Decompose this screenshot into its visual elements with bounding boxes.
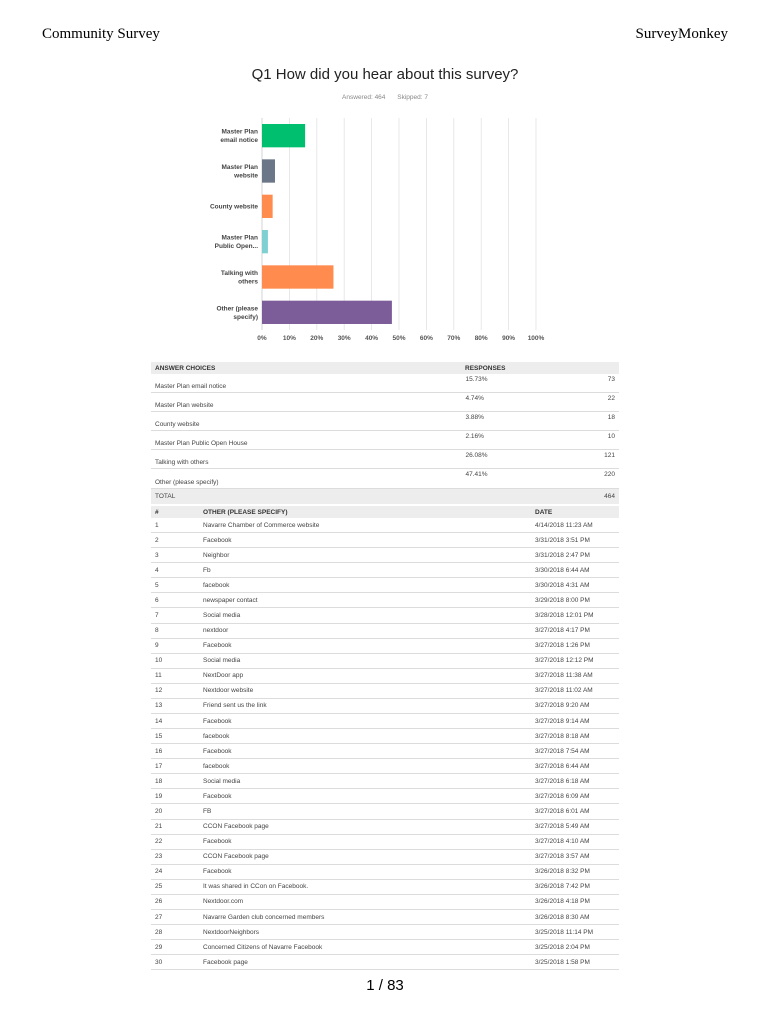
other-response-row — [151, 668, 619, 683]
answer-choices-header: ANSWER CHOICES — [151, 362, 461, 374]
answer-choice-label: Master Plan website — [151, 393, 461, 412]
response-date: 3/27/2018 4:17 PM — [531, 623, 619, 638]
x-tick-label: 30% — [337, 335, 351, 342]
row-number: 30 — [151, 955, 199, 970]
other-response-row — [151, 623, 619, 638]
answer-choice-label: Master Plan email notice — [151, 374, 461, 393]
response-text: Facebook — [199, 744, 531, 759]
other-response-row — [151, 593, 619, 608]
row-number: 26 — [151, 894, 199, 909]
answer-count: 10 — [545, 431, 619, 450]
response-text: Social media — [199, 608, 531, 623]
category-label: specify) — [233, 313, 258, 321]
other-response-row — [151, 910, 619, 925]
response-text: NextdoorNeighbors — [199, 925, 531, 940]
response-date: 3/27/2018 5:49 AM — [531, 819, 619, 834]
answer-percent: 4.74% — [461, 393, 545, 412]
response-date: 4/14/2018 11:23 AM — [531, 518, 619, 533]
row-number: 24 — [151, 864, 199, 879]
response-date: 3/27/2018 9:20 AM — [531, 698, 619, 713]
other-response-row — [151, 849, 619, 864]
row-number: 10 — [151, 653, 199, 668]
category-label: email notice — [220, 137, 258, 145]
response-text: Facebook — [199, 834, 531, 849]
other-response-row — [151, 698, 619, 713]
category-label: Public Open... — [214, 243, 258, 251]
row-number: 7 — [151, 608, 199, 623]
response-text: Social media — [199, 774, 531, 789]
other-response-row — [151, 894, 619, 909]
response-text: NextDoor app — [199, 668, 531, 683]
response-date: 3/26/2018 7:42 PM — [531, 879, 619, 894]
response-text: Fb — [199, 563, 531, 578]
other-response-row — [151, 940, 619, 955]
responses-header: RESPONSES — [461, 362, 545, 374]
other-response-row — [151, 578, 619, 593]
x-tick-label: 0% — [257, 335, 267, 342]
response-date: 3/30/2018 4:31 AM — [531, 578, 619, 593]
response-date: 3/27/2018 9:14 AM — [531, 714, 619, 729]
row-number: 27 — [151, 910, 199, 925]
row-number: 1 — [151, 518, 199, 533]
other-response-row — [151, 533, 619, 548]
answer-count: 73 — [545, 374, 619, 393]
other-responses-table — [151, 506, 619, 970]
response-date: 3/27/2018 6:01 AM — [531, 804, 619, 819]
other-response-row — [151, 774, 619, 789]
row-number: 20 — [151, 804, 199, 819]
other-response-row — [151, 714, 619, 729]
answer-row — [151, 469, 619, 488]
row-number: 29 — [151, 940, 199, 955]
response-text: Concerned Citizens of Navarre Facebook — [199, 940, 531, 955]
other-response-row — [151, 744, 619, 759]
answer-count: 18 — [545, 412, 619, 431]
response-text: Facebook — [199, 714, 531, 729]
row-number: 21 — [151, 819, 199, 834]
responses-bar-chart — [0, 0, 770, 360]
response-text: Facebook — [199, 864, 531, 879]
other-response-row — [151, 518, 619, 533]
response-text: It was shared in CCon on Facebook. — [199, 879, 531, 894]
answer-choice-label: Talking with others — [151, 450, 461, 469]
answer-row — [151, 431, 619, 450]
row-number: 9 — [151, 638, 199, 653]
response-text: facebook — [199, 729, 531, 744]
row-number: 13 — [151, 698, 199, 713]
answer-choice-label: Master Plan Public Open House — [151, 431, 461, 450]
category-label: website — [234, 172, 258, 180]
x-tick-label: 100% — [527, 335, 545, 342]
question-title: Q1 How did you hear about this survey? — [251, 66, 519, 83]
category-label: County website — [209, 203, 258, 211]
date-header: DATE — [531, 506, 619, 518]
x-tick-label: 90% — [502, 335, 516, 342]
response-date: 3/26/2018 8:30 AM — [531, 910, 619, 925]
response-text: newspaper contact — [199, 593, 531, 608]
other-response-row — [151, 638, 619, 653]
row-number: 6 — [151, 593, 199, 608]
response-text: Social media — [199, 653, 531, 668]
response-date: 3/31/2018 2:47 PM — [531, 548, 619, 563]
response-text: facebook — [199, 759, 531, 774]
bar — [262, 230, 268, 253]
answer-percent: 3.88% — [461, 412, 545, 431]
row-number: 17 — [151, 759, 199, 774]
response-date: 3/27/2018 3:57 AM — [531, 849, 619, 864]
category-label: Talking with — [220, 270, 258, 278]
answer-choice-label: Other (please specify) — [151, 469, 461, 488]
response-text: Nextdoor website — [199, 683, 531, 698]
response-date: 3/25/2018 11:14 PM — [531, 925, 619, 940]
x-tick-label: 80% — [474, 335, 488, 342]
response-date: 3/30/2018 6:44 AM — [531, 563, 619, 578]
row-number: 4 — [151, 563, 199, 578]
row-number: 5 — [151, 578, 199, 593]
row-number: 18 — [151, 774, 199, 789]
answer-row — [151, 412, 619, 431]
total-row — [151, 488, 619, 504]
row-number: 28 — [151, 925, 199, 940]
answer-count: 121 — [545, 450, 619, 469]
response-date: 3/27/2018 6:44 AM — [531, 759, 619, 774]
other-response-row — [151, 653, 619, 668]
x-tick-label: 10% — [282, 335, 296, 342]
response-text: Facebook — [199, 789, 531, 804]
other-response-row — [151, 819, 619, 834]
response-date: 3/26/2018 8:32 PM — [531, 864, 619, 879]
bar — [262, 195, 273, 218]
answer-row — [151, 393, 619, 412]
response-date: 3/27/2018 1:26 PM — [531, 638, 619, 653]
other-response-row — [151, 955, 619, 970]
skipped-count: Skipped: 7 — [397, 94, 428, 101]
other-response-row — [151, 789, 619, 804]
response-date: 3/27/2018 6:09 AM — [531, 789, 619, 804]
answers-header-row — [151, 362, 619, 374]
answered-count: Answered: 464 — [342, 94, 386, 101]
row-number: 14 — [151, 714, 199, 729]
response-date: 3/27/2018 6:18 AM — [531, 774, 619, 789]
response-text: FB — [199, 804, 531, 819]
category-label: Master Plan — [221, 128, 258, 136]
answer-percent: 26.08% — [461, 450, 545, 469]
answer-percent: 2.16% — [461, 431, 545, 450]
response-date: 3/27/2018 11:02 AM — [531, 683, 619, 698]
x-tick-label: 40% — [365, 335, 379, 342]
answer-row — [151, 450, 619, 469]
category-label: Other (please — [216, 305, 258, 313]
response-text: Navarre Garden club concerned members — [199, 910, 531, 925]
other-response-row — [151, 804, 619, 819]
total-value: 464 — [461, 488, 619, 504]
response-text: Friend sent us the link — [199, 698, 531, 713]
bar — [262, 124, 305, 147]
other-response-row — [151, 834, 619, 849]
x-tick-label: 70% — [447, 335, 461, 342]
response-text: Neighbor — [199, 548, 531, 563]
response-date: 3/25/2018 2:04 PM — [531, 940, 619, 955]
row-number: 22 — [151, 834, 199, 849]
response-text: nextdoor — [199, 623, 531, 638]
response-date: 3/27/2018 11:38 AM — [531, 668, 619, 683]
response-text: Nextdoor.com — [199, 894, 531, 909]
response-date: 3/28/2018 12:01 PM — [531, 608, 619, 623]
other-response-row — [151, 608, 619, 623]
other-response-row — [151, 563, 619, 578]
responses-count-header — [545, 362, 619, 374]
response-date: 3/29/2018 8:00 PM — [531, 593, 619, 608]
row-number: 8 — [151, 623, 199, 638]
other-response-row — [151, 548, 619, 563]
other-response-row — [151, 683, 619, 698]
other-text-header: OTHER (PLEASE SPECIFY) — [199, 506, 531, 518]
category-label: Master Plan — [221, 164, 258, 172]
response-text: CCON Facebook page — [199, 849, 531, 864]
other-header-row — [151, 506, 619, 518]
response-text: Facebook — [199, 533, 531, 548]
page-number: 1 / 83 — [366, 977, 404, 994]
other-response-row — [151, 759, 619, 774]
row-number: 23 — [151, 849, 199, 864]
response-text: facebook — [199, 578, 531, 593]
other-response-row — [151, 729, 619, 744]
row-number: 2 — [151, 533, 199, 548]
response-text: CCON Facebook page — [199, 819, 531, 834]
answer-choices-table — [151, 362, 619, 504]
bar — [262, 159, 275, 182]
row-number: 16 — [151, 744, 199, 759]
other-response-row — [151, 864, 619, 879]
response-date: 3/27/2018 4:10 AM — [531, 834, 619, 849]
brand-label: SurveyMonkey — [635, 26, 728, 42]
category-label: Master Plan — [221, 234, 258, 242]
response-text: Facebook — [199, 638, 531, 653]
response-date: 3/31/2018 3:51 PM — [531, 533, 619, 548]
row-number: 12 — [151, 683, 199, 698]
number-header: # — [151, 506, 199, 518]
response-date: 3/26/2018 4:18 PM — [531, 894, 619, 909]
bar — [262, 301, 392, 324]
response-text: Facebook page — [199, 955, 531, 970]
answer-count: 22 — [545, 393, 619, 412]
answer-percent: 47.41% — [461, 469, 545, 488]
row-number: 11 — [151, 668, 199, 683]
row-number: 19 — [151, 789, 199, 804]
response-date: 3/27/2018 8:18 AM — [531, 729, 619, 744]
answer-count: 220 — [545, 469, 619, 488]
x-tick-label: 60% — [419, 335, 433, 342]
category-label: others — [238, 278, 258, 286]
other-response-row — [151, 879, 619, 894]
x-tick-label: 50% — [392, 335, 406, 342]
bar — [262, 265, 333, 288]
row-number: 15 — [151, 729, 199, 744]
answer-row — [151, 374, 619, 393]
row-number: 25 — [151, 879, 199, 894]
response-date: 3/27/2018 12:12 PM — [531, 653, 619, 668]
response-date: 3/27/2018 7:54 AM — [531, 744, 619, 759]
document-title: Community Survey — [42, 26, 160, 42]
response-text: Navarre Chamber of Commerce website — [199, 518, 531, 533]
total-label: TOTAL — [151, 488, 461, 504]
answer-choice-label: County website — [151, 412, 461, 431]
row-number: 3 — [151, 548, 199, 563]
answer-percent: 15.73% — [461, 374, 545, 393]
other-response-row — [151, 925, 619, 940]
x-tick-label: 20% — [310, 335, 324, 342]
response-date: 3/25/2018 1:58 PM — [531, 955, 619, 970]
